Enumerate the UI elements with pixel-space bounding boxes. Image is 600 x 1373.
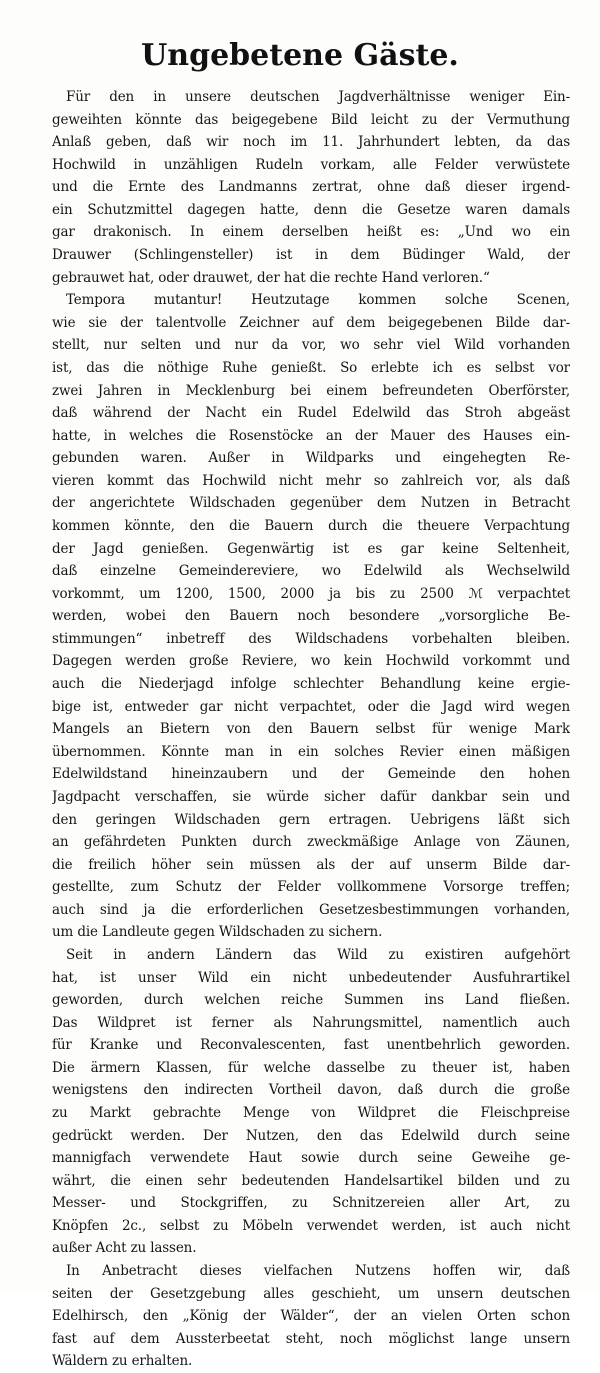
text-line: zu Markt gebrachte Menge von Wildpret die Fleischpreise: [52, 1105, 570, 1122]
text-line: fast auf dem Aussterbeetat steht, noch möglichst lange unsern: [52, 1330, 570, 1347]
text-line: geweihten könnte das beigegebene Bild leicht zu der Vermuthung: [52, 111, 570, 128]
text-line: hat, ist unser Wild ein nicht unbedeutender Ausfuhrartikel: [52, 969, 570, 986]
text-line: zwei Jahren in Mecklenburg bei einem befreundeten Oberförster,: [52, 382, 570, 399]
text-line: seiten der Gesetzgebung alles geschieht, um unsern deutschen: [52, 1285, 570, 1302]
text-line: vieren kommt das Hochwild nicht mehr so zahlreich vor, als daß: [52, 472, 570, 489]
paragraph: [52, 1260, 570, 1373]
text-line: der Jagd genießen. Gegenwärtig ist es gar keine Seltenheit,: [52, 540, 570, 557]
text-line: Messer- und Stockgriffen, zu Schnitzereien aller Art, zu: [52, 1195, 570, 1212]
text-line: ein Schutzmittel dagegen hatte, denn die Gesetze waren damals: [52, 201, 570, 218]
text-line: Wäldern zu erhalten.: [52, 1353, 193, 1370]
text-line: und die Ernte des Landmanns zertrat, ohne daß dieser irgend-: [52, 179, 570, 196]
text-line: Für den in unsere deutschen Jagdverhältnisse weniger Ein-: [66, 89, 570, 105]
text-line: die freilich höher sein müssen als der auf unserm Bilde dar-: [52, 856, 570, 873]
paragraph: [52, 86, 570, 289]
text-line: auch die Niederjagd infolge schlechter Behandlung keine ergie-: [52, 676, 570, 693]
text-line: um die Landleute gegen Wildschaden zu sichern.: [52, 924, 383, 941]
text-line: hatte, in welches die Rosenstöcke an der Mauer des Hauses ein-: [52, 427, 570, 444]
text-line: außer Acht zu lassen.: [52, 1240, 197, 1257]
article-title: Ungebetene Gäste.: [141, 38, 459, 73]
text-line: ist, das die nöthige Ruhe genießt. So erlebte ich es selbst vor: [52, 359, 570, 376]
text-line: daß einzelne Gemeindereviere, wo Edelwild als Wechselwild: [52, 563, 570, 580]
text-line: für Kranke und Reconvalescenten, fast unentbehrlich geworden.: [52, 1037, 570, 1054]
paragraph: [52, 289, 570, 944]
text-line: vorkommt, um 1200, 1500, 2000 ja bis zu 2500 ℳ verpachtet: [52, 585, 570, 602]
text-line: Anlaß geben, daß wir noch im 11. Jahrhundert lebten, da das: [52, 134, 570, 151]
article-body: [52, 86, 570, 1373]
text-line: an gefährdeten Punkten durch zweckmäßige Anlage von Zäunen,: [52, 834, 570, 851]
text-line: Edelwildstand hineinzaubern und der Gemeinde den hohen: [52, 766, 570, 783]
text-line: kommen könnte, den die Bauern durch die theuere Verpachtung: [52, 517, 570, 534]
text-line: In Anbetracht dieses vielfachen Nutzens hoffen wir, daß: [66, 1263, 570, 1280]
text-line: Das Wildpret ist ferner als Nahrungsmittel, namentlich auch: [52, 1014, 570, 1031]
text-line: Jagdpacht verschaffen, sie würde sicher dafür dankbar sein und: [52, 788, 570, 805]
text-line: Edelhirsch, den „König der Wälder“, der an vielen Orten schon: [52, 1308, 570, 1325]
text-line: Tempora mutantur! Heutzutage kommen solche Scenen,: [66, 292, 570, 309]
text-line: Seit in andern Ländern das Wild zu existiren aufgehört: [66, 946, 570, 963]
text-line: mannigfach verwendete Haut sowie durch seine Geweihe ge-: [52, 1150, 570, 1167]
text-line: gar drakonisch. In einem derselben heißt es: „Und wo ein: [52, 224, 570, 241]
text-line: auch sind ja die erforderlichen Gesetzesbestimmungen vorhanden,: [52, 901, 570, 918]
text-line: Dagegen werden große Reviere, wo kein Hochwild vorkommt und: [52, 653, 570, 670]
text-line: werden, wobei den Bauern noch besondere „vorsorgliche Be-: [52, 608, 570, 625]
text-line: der angerichtete Wildschaden gegenüber dem Nutzen in Betracht: [52, 495, 570, 512]
text-line: gedrückt werden. Der Nutzen, den das Edelwild durch seine: [52, 1127, 570, 1144]
paragraph: [52, 944, 570, 1260]
text-line: stimmungen“ inbetreff des Wildschadens vorbehalten bleiben.: [52, 630, 570, 647]
text-line: geworden, durch welchen reiche Summen ins Land fließen.: [52, 992, 570, 1009]
text-line: daß während der Nacht ein Rudel Edelwild das Stroh abgeäst: [52, 405, 570, 422]
text-line: Mangels an Bietern von den Bauern selbst für wenige Mark: [52, 721, 570, 738]
text-line: Knöpfen 2c., selbst zu Möbeln verwendet werden, ist auch nicht: [52, 1217, 570, 1234]
text-line: übernommen. Könnte man in ein solches Revier einen mäßigen: [52, 743, 570, 760]
text-line: Die ärmern Klassen, für welche dasselbe zu theuer ist, haben: [52, 1059, 570, 1076]
text-line: stellt, nur selten und nur da vor, wo sehr viel Wild vorhanden: [52, 337, 570, 354]
text-line: Hochwild in unzähligen Rudeln vorkam, alle Felder verwüstete: [52, 156, 570, 173]
text-line: den geringen Wildschaden gern ertragen. Uebrigens läßt sich: [52, 811, 570, 828]
text-line: bige ist, entweder gar nicht verpachtet, oder die Jagd wird wegen: [52, 698, 570, 715]
text-line: währt, die einen sehr bedeutenden Handelsartikel bilden und zu: [52, 1172, 570, 1189]
text-line: gebrauwet hat, oder drauwet, der hat die rechte Hand verloren.“: [52, 269, 490, 286]
text-line: gebunden waren. Außer in Wildparks und eingehegten Re-: [52, 450, 570, 467]
text-line: wie sie der talentvolle Zeichner auf dem beigegebenen Bilde dar-: [52, 314, 570, 331]
text-line: wenigstens den indirecten Vortheil davon, daß durch die große: [52, 1082, 570, 1099]
text-line: Drauwer (Schlingensteller) ist in dem Büdinger Wald, der: [52, 247, 570, 264]
text-line: gestellte, zum Schutz der Felder vollkommene Vorsorge treffen;: [52, 879, 570, 896]
